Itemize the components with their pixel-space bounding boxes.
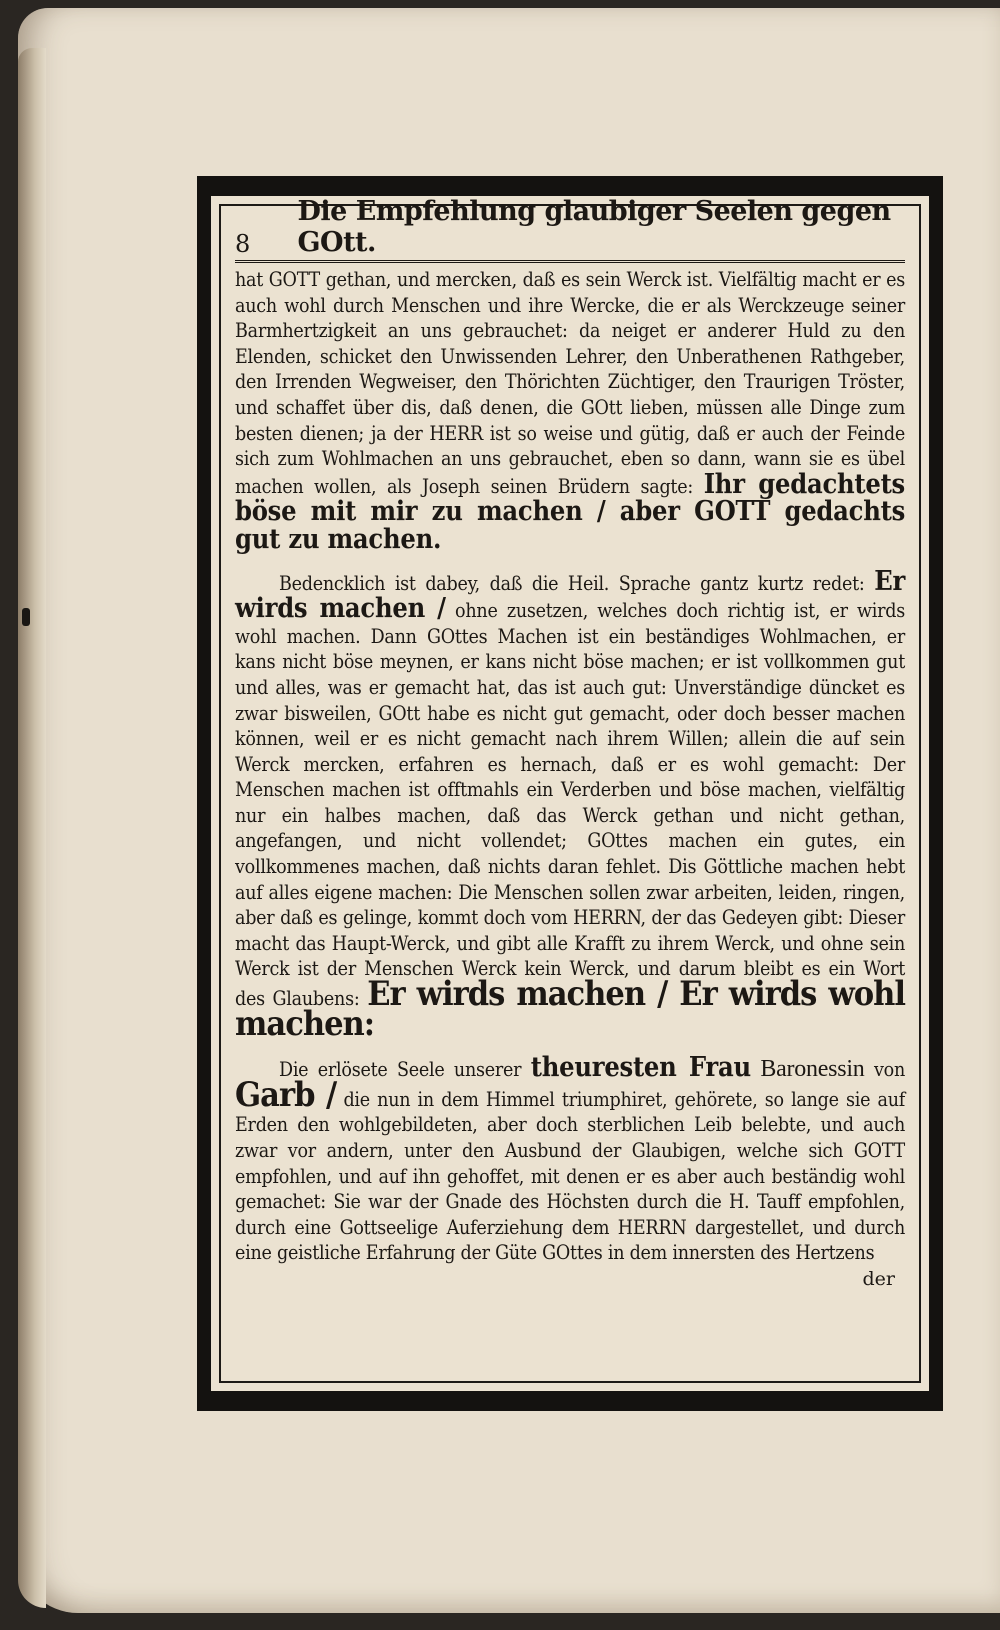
paragraph-3-roman-a: Baronessin [760, 1056, 865, 1083]
paragraph-3-text-c: die nun in dem Himmel triumphiret, gehörete, so lange sie auf Erden den wohlgebildeten, aber doch sterblichen Leib belebte, und auch zwar vor andern, unter den Ausbund der Glaubigen, welche sich GOTT empfohlen, und auf ihn gehoffet, mit denen er es aber auch beständig wohl gemachet: Sie war der Gnade des Höchsten durch die H. Tauff empfohlen, durch eine Gottseelige Auferziehung dem HERRN dargestellet, und durch eine geistliche Erfahrung der Güte GOttes in dem innersten des Hertzens [235, 1087, 905, 1265]
catchword: der [862, 1267, 895, 1290]
page-stack-edge [18, 48, 46, 1608]
mourning-border-frame [197, 176, 943, 1411]
paragraph-1 [235, 267, 905, 555]
paragraph-1-text: hat GOTT gethan, und mercken, daß es sein Werck ist. Vielfältig macht er es auch wohl durch Menschen und ihre Wercke, die er als Werckzeuge seiner Barmhertzigkeit an uns gebrauchet: da neiget er anderer Huld zu den Elenden, schicket den Unwissenden Lehrer, den Unberathenen Rathgeber, den Irrenden Wegweiser, den Thörichten Züchtiger, den Traurigen Tröster, und schaffet über dis, daß denen, die GOtt lieben, müssen alle Dinge zum besten dienen; ja der HERR ist so weise und gütig, daß er auch der Feinde sich zum Wohlmachen an uns gebrauchet, eben so dann, wann sie es übel machen wollen, als Joseph seinen Brüdern sagte: [235, 268, 905, 498]
paragraph-2-emphasis-a: Er wirds machen / [235, 565, 905, 625]
binding-mark [22, 608, 30, 626]
paragraph-3-text-b: von [873, 1058, 905, 1082]
paragraph-1-emphasis: Ihr gedachtets böse mit mir zu machen / aber GOTT gedachts gut zu machen. [235, 468, 905, 555]
running-head: Die Empfehlung glaubiger Seelen gegen GOtt. [297, 196, 891, 258]
paragraph-2-emphasis-b: Er wirds machen / Er wirds wohl machen: [235, 974, 906, 1044]
paragraph-3 [235, 1052, 905, 1266]
paragraph-2 [235, 565, 906, 1044]
paragraph-3-text-a: Die erlösete Seele unserer [279, 1058, 522, 1082]
paragraph-2-text-a: Bedencklich ist dabey, daß die Heil. Sprache gantz kurtz redet: [279, 571, 865, 595]
text-block [235, 196, 906, 1377]
paragraph-2-text-b: ohne zusetzen, welches doch richtig ist, er wirds wohl machen. Dann GOttes Machen ist ein beständiges Wohlmachen, er kans nicht böse meynen, er kans nicht böse machen; er ist vollkommen gut und alles, was er gemacht hat, das ist auch gut: Unverständige düncket es zwar bisweilen, GOtt habe es nicht gut gemacht, oder doch besser machen können, weil er es nicht gemacht nach ihrem Willen; allein die auf sein Werck mercken, erfahren es hernach, daß er es wohl gemacht: Der Menschen machen ist offtmahls ein Verderben und böse machen, vielfältig nur ein halbes machen, daß das Werck gethan und nicht gethan, angefangen, und nicht vollendet; GOttes machen ein gutes, ein vollkommenes machen, daß nichts daran fehlet. Dis Göttliche machen hebt auf alles eigene machen: Die Menschen sollen zwar arbeiten, leiden, ringen, aber daß es gelinge, kommt doch vom HERRN, der das Gedeyen gibt: Dieser macht das Haupt-Werck, und gibt alle Krafft zu ihrem Werck, und ohne sein Werck ist der Menschen Werck kein Werck, und darum bleibt es ein Wort des Glaubens: [235, 599, 905, 1011]
paragraph-3-emphasis-b: Garb / [235, 1074, 337, 1115]
paragraph-3-emphasis-a: theuresten Frau [530, 1052, 751, 1084]
page-number: 8 [235, 230, 251, 258]
page-header [235, 196, 905, 263]
